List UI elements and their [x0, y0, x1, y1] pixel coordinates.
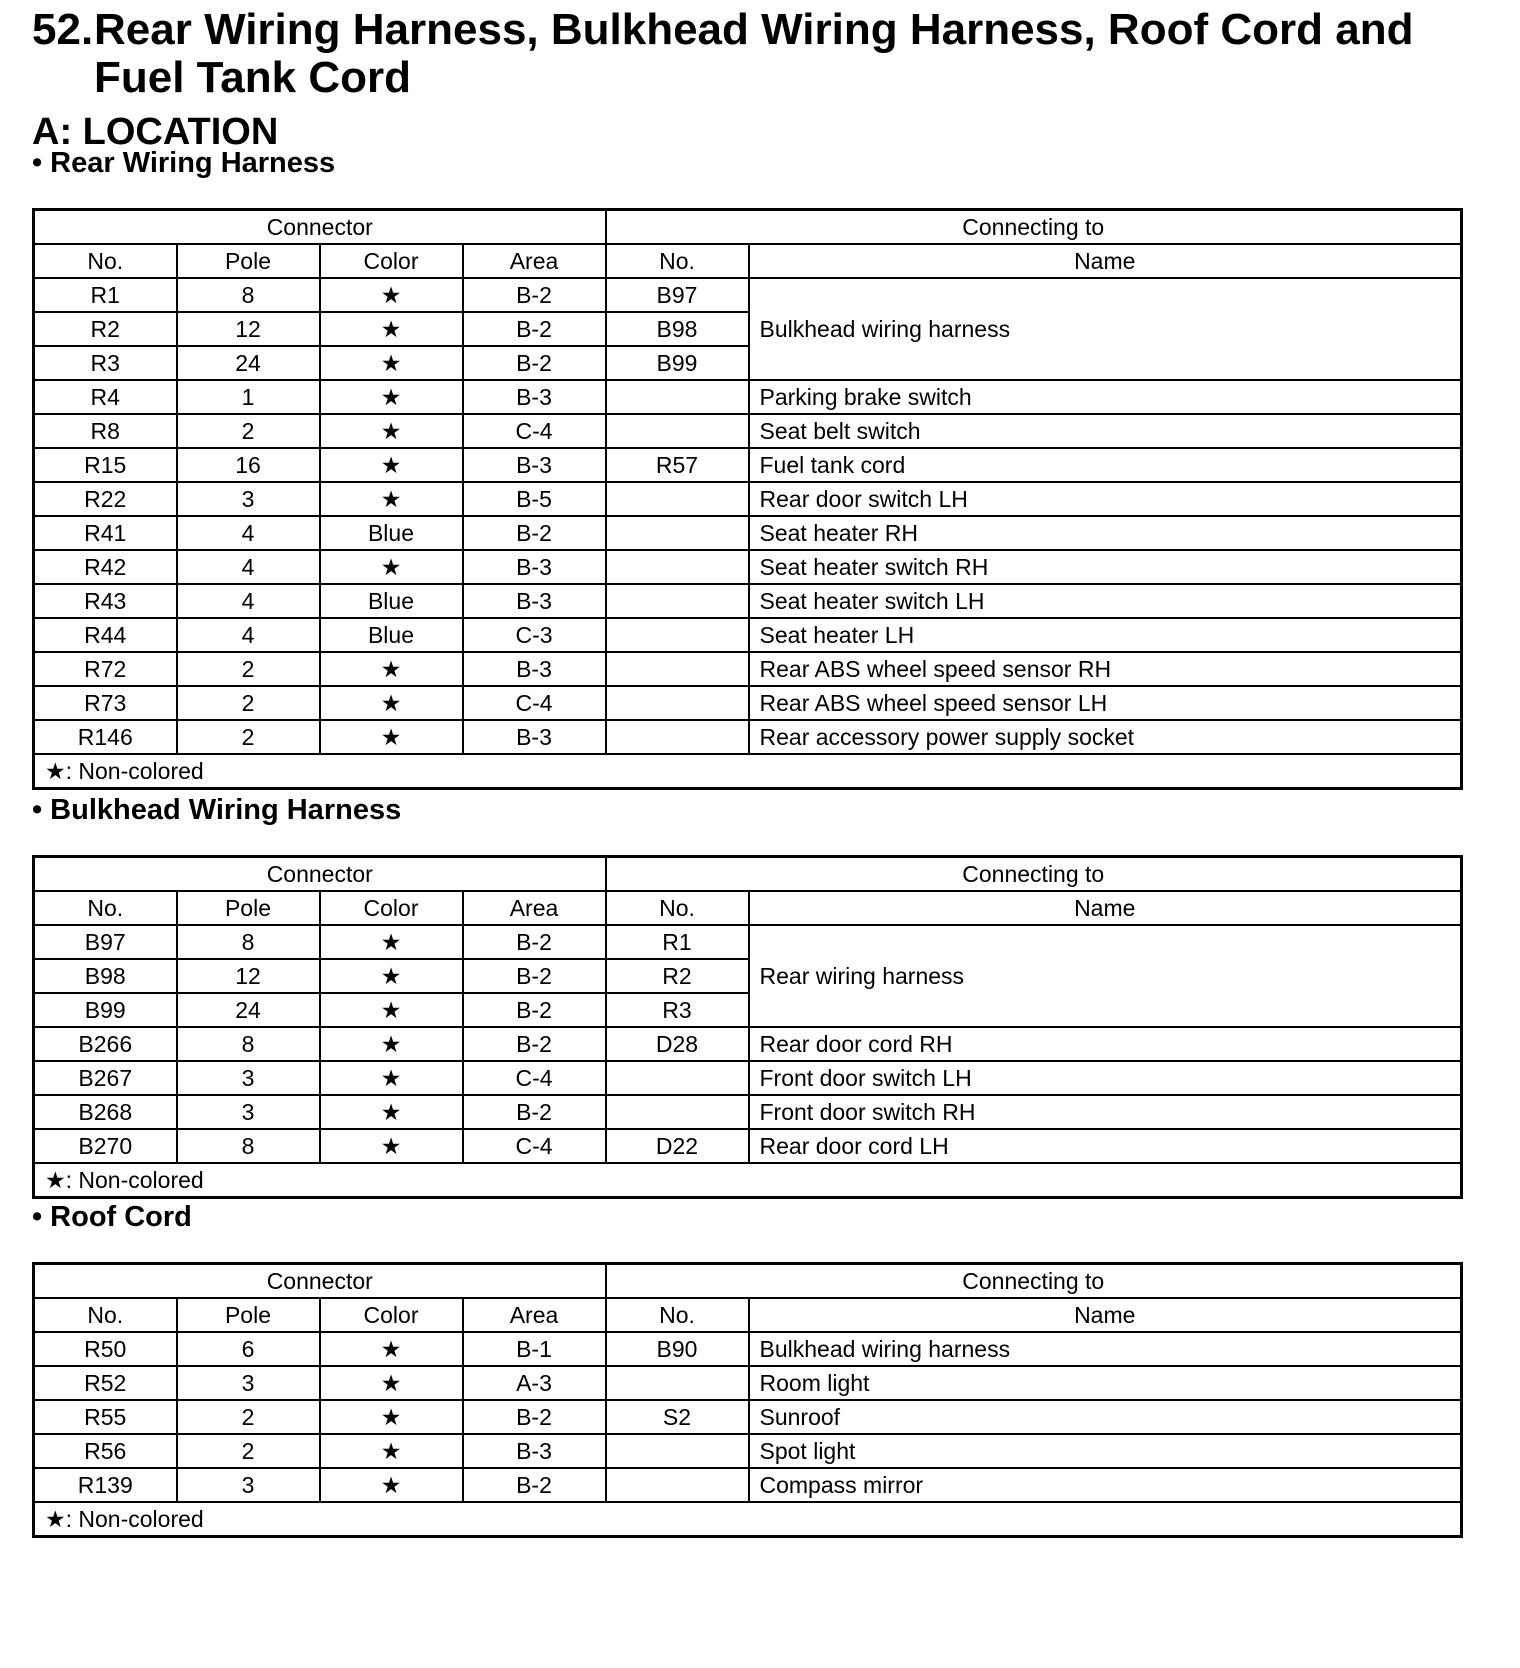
cell-no: R43	[34, 584, 177, 618]
cell-name: Seat heater RH	[749, 516, 1462, 550]
cell-area: B-2	[463, 312, 606, 346]
cell-connecting-no	[606, 380, 749, 414]
cell-no: R50	[34, 1332, 177, 1366]
cell-no: R42	[34, 550, 177, 584]
bullet-icon: •	[32, 794, 43, 826]
cell-name: Bulkhead wiring harness	[749, 1332, 1462, 1366]
footnote-row	[34, 1163, 1462, 1198]
cell-pole: 8	[177, 278, 320, 312]
footnote-non-colored: ★: Non-colored	[34, 1163, 1462, 1198]
section-heading-text: Bulkhead Wiring Harness	[50, 794, 402, 826]
table-row	[34, 1400, 1462, 1434]
cell-name: Rear door cord RH	[749, 1027, 1462, 1061]
cell-area: C-4	[463, 686, 606, 720]
header-connecting-to: Connecting to	[606, 210, 1462, 245]
cell-name: Fuel tank cord	[749, 448, 1462, 482]
cell-connecting-no	[606, 1061, 749, 1095]
footnote-non-colored: ★: Non-colored	[34, 1502, 1462, 1537]
cell-pole: 8	[177, 1027, 320, 1061]
bullet-icon: •	[32, 1201, 43, 1233]
cell-pole: 3	[177, 1095, 320, 1129]
cell-no: B267	[34, 1061, 177, 1095]
cell-no: R15	[34, 448, 177, 482]
cell-area: B-2	[463, 993, 606, 1027]
cell-connecting-no	[606, 1468, 749, 1502]
cell-color: ★	[320, 346, 463, 380]
cell-connecting-no	[606, 414, 749, 448]
cell-no: B270	[34, 1129, 177, 1163]
cell-connecting-no	[606, 550, 749, 584]
cell-no: B98	[34, 959, 177, 993]
cell-pole: 16	[177, 448, 320, 482]
table-row	[34, 1129, 1462, 1163]
cell-no: R22	[34, 482, 177, 516]
cell-area: B-3	[463, 1434, 606, 1468]
cell-area: B-2	[463, 516, 606, 550]
cell-no: B99	[34, 993, 177, 1027]
table-row	[34, 1061, 1462, 1095]
cell-name: Front door switch RH	[749, 1095, 1462, 1129]
cell-pole: 3	[177, 482, 320, 516]
cell-area: B-3	[463, 584, 606, 618]
cell-no: R44	[34, 618, 177, 652]
cell-area: C-4	[463, 414, 606, 448]
cell-area: C-4	[463, 1061, 606, 1095]
cell-no: R41	[34, 516, 177, 550]
cell-pole: 2	[177, 1434, 320, 1468]
cell-pole: 8	[177, 925, 320, 959]
table-bulkhead-wiring-harness	[32, 855, 1463, 1199]
cell-area: A-3	[463, 1366, 606, 1400]
table-row	[34, 380, 1462, 414]
header-color: Color	[320, 1298, 463, 1332]
cell-pole: 3	[177, 1061, 320, 1095]
cell-color: ★	[320, 1434, 463, 1468]
cell-name: Seat heater LH	[749, 618, 1462, 652]
cell-pole: 12	[177, 959, 320, 993]
cell-area: C-4	[463, 1129, 606, 1163]
cell-area: C-3	[463, 618, 606, 652]
header-no: No.	[34, 891, 177, 925]
cell-pole: 12	[177, 312, 320, 346]
cell-no: R139	[34, 1468, 177, 1502]
header-name: Name	[749, 891, 1462, 925]
table-row	[34, 720, 1462, 754]
cell-pole: 24	[177, 346, 320, 380]
footnote-row	[34, 754, 1462, 789]
cell-color: ★	[320, 993, 463, 1027]
header-row-columns	[34, 891, 1462, 925]
header-pole: Pole	[177, 891, 320, 925]
table-row	[34, 618, 1462, 652]
cell-area: B-2	[463, 1468, 606, 1502]
cell-connecting-no: R2	[606, 959, 749, 993]
cell-color: ★	[320, 414, 463, 448]
cell-no: R8	[34, 414, 177, 448]
cell-color: ★	[320, 925, 463, 959]
cell-color: ★	[320, 312, 463, 346]
cell-connecting-no: B90	[606, 1332, 749, 1366]
table-row	[34, 925, 1462, 959]
cell-color: ★	[320, 1027, 463, 1061]
cell-color: Blue	[320, 618, 463, 652]
cell-no: R52	[34, 1366, 177, 1400]
cell-no: R1	[34, 278, 177, 312]
cell-color: ★	[320, 959, 463, 993]
cell-pole: 2	[177, 1400, 320, 1434]
header-connector: Connector	[34, 1264, 606, 1299]
header-area: Area	[463, 244, 606, 278]
table-rear-wiring-harness	[32, 208, 1463, 790]
cell-color: ★	[320, 380, 463, 414]
header-name: Name	[749, 244, 1462, 278]
cell-no: R72	[34, 652, 177, 686]
cell-no: R56	[34, 1434, 177, 1468]
cell-no: B268	[34, 1095, 177, 1129]
section-heading-roof-cord	[32, 1200, 192, 1234]
table-roof-cord	[32, 1262, 1463, 1538]
cell-connecting-no: D28	[606, 1027, 749, 1061]
table-row	[34, 584, 1462, 618]
table-row	[34, 686, 1462, 720]
cell-area: B-2	[463, 278, 606, 312]
cell-no: R2	[34, 312, 177, 346]
cell-connecting-no: B98	[606, 312, 749, 346]
header-row-columns	[34, 1298, 1462, 1332]
cell-area: B-2	[463, 1400, 606, 1434]
cell-pole: 2	[177, 720, 320, 754]
header-no: No.	[34, 244, 177, 278]
header-row-group	[34, 1264, 1462, 1299]
cell-color: Blue	[320, 584, 463, 618]
header-area: Area	[463, 891, 606, 925]
cell-name: Seat heater switch LH	[749, 584, 1462, 618]
cell-color: ★	[320, 1332, 463, 1366]
page-title	[32, 6, 1472, 102]
table-row	[34, 1027, 1462, 1061]
table-row	[34, 1468, 1462, 1502]
cell-name: Sunroof	[749, 1400, 1462, 1434]
cell-pole: 4	[177, 618, 320, 652]
cell-connecting-no	[606, 686, 749, 720]
cell-name: Room light	[749, 1366, 1462, 1400]
cell-name: Compass mirror	[749, 1468, 1462, 1502]
header-connector: Connector	[34, 857, 606, 892]
table-row	[34, 516, 1462, 550]
cell-no: R4	[34, 380, 177, 414]
cell-color: Blue	[320, 516, 463, 550]
cell-name: Rear accessory power supply socket	[749, 720, 1462, 754]
cell-connecting-no	[606, 720, 749, 754]
cell-color: ★	[320, 686, 463, 720]
cell-color: ★	[320, 1468, 463, 1502]
header-row-group	[34, 857, 1462, 892]
header-connecting-no: No.	[606, 244, 749, 278]
table-row	[34, 448, 1462, 482]
section-heading-rear-wiring-harness	[32, 146, 335, 180]
cell-area: B-5	[463, 482, 606, 516]
table-row	[34, 652, 1462, 686]
section-heading-text: Roof Cord	[50, 1201, 192, 1233]
header-row-group	[34, 210, 1462, 245]
cell-pole: 24	[177, 993, 320, 1027]
cell-pole: 3	[177, 1468, 320, 1502]
header-row-columns	[34, 244, 1462, 278]
header-color: Color	[320, 891, 463, 925]
cell-color: ★	[320, 1129, 463, 1163]
cell-pole: 6	[177, 1332, 320, 1366]
table-row	[34, 414, 1462, 448]
cell-connecting-no: R1	[606, 925, 749, 959]
cell-color: ★	[320, 550, 463, 584]
cell-connecting-no: R57	[606, 448, 749, 482]
cell-color: ★	[320, 482, 463, 516]
cell-connecting-no: B99	[606, 346, 749, 380]
cell-pole: 4	[177, 584, 320, 618]
table-row	[34, 1366, 1462, 1400]
cell-connecting-no	[606, 618, 749, 652]
cell-area: B-3	[463, 448, 606, 482]
header-connecting-to: Connecting to	[606, 857, 1462, 892]
header-area: Area	[463, 1298, 606, 1332]
cell-name: Rear door switch LH	[749, 482, 1462, 516]
cell-area: B-3	[463, 720, 606, 754]
table-row	[34, 550, 1462, 584]
header-pole: Pole	[177, 244, 320, 278]
bullet-icon: •	[32, 147, 43, 179]
cell-area: B-2	[463, 346, 606, 380]
cell-no: R55	[34, 1400, 177, 1434]
cell-pole: 1	[177, 380, 320, 414]
cell-connecting-no	[606, 1366, 749, 1400]
cell-color: ★	[320, 720, 463, 754]
cell-color: ★	[320, 1400, 463, 1434]
table-row	[34, 482, 1462, 516]
header-no: No.	[34, 1298, 177, 1332]
cell-connecting-no: R3	[606, 993, 749, 1027]
cell-color: ★	[320, 652, 463, 686]
cell-name: Front door switch LH	[749, 1061, 1462, 1095]
cell-name: Bulkhead wiring harness	[749, 278, 1462, 380]
cell-area: B-3	[463, 380, 606, 414]
cell-name: Rear wiring harness	[749, 925, 1462, 1027]
cell-connecting-no	[606, 1434, 749, 1468]
cell-name: Rear ABS wheel speed sensor LH	[749, 686, 1462, 720]
cell-area: B-1	[463, 1332, 606, 1366]
header-name: Name	[749, 1298, 1462, 1332]
cell-connecting-no: S2	[606, 1400, 749, 1434]
section-subtitle: A: LOCATION	[32, 111, 279, 153]
cell-color: ★	[320, 448, 463, 482]
cell-area: B-2	[463, 959, 606, 993]
section-heading-text: Rear Wiring Harness	[50, 147, 336, 179]
cell-connecting-no	[606, 1095, 749, 1129]
header-connecting-no: No.	[606, 891, 749, 925]
title-line-2: Fuel Tank Cord	[94, 53, 411, 102]
table-row	[34, 278, 1462, 312]
cell-area: B-3	[463, 550, 606, 584]
cell-pole: 2	[177, 414, 320, 448]
table-row	[34, 1434, 1462, 1468]
cell-no: B97	[34, 925, 177, 959]
cell-pole: 2	[177, 652, 320, 686]
cell-color: ★	[320, 278, 463, 312]
cell-connecting-no: B97	[606, 278, 749, 312]
cell-pole: 4	[177, 550, 320, 584]
cell-connecting-no	[606, 516, 749, 550]
cell-no: R3	[34, 346, 177, 380]
cell-name: Spot light	[749, 1434, 1462, 1468]
section-heading-bulkhead-wiring-harness	[32, 793, 401, 827]
cell-pole: 2	[177, 686, 320, 720]
cell-pole: 3	[177, 1366, 320, 1400]
cell-color: ★	[320, 1061, 463, 1095]
cell-no: R73	[34, 686, 177, 720]
header-connector: Connector	[34, 210, 606, 245]
cell-color: ★	[320, 1095, 463, 1129]
cell-connecting-no	[606, 482, 749, 516]
title-number: 52.	[32, 5, 94, 54]
cell-no: R146	[34, 720, 177, 754]
header-pole: Pole	[177, 1298, 320, 1332]
table-row	[34, 1095, 1462, 1129]
table-row	[34, 1332, 1462, 1366]
cell-color: ★	[320, 1366, 463, 1400]
header-color: Color	[320, 244, 463, 278]
cell-area: B-3	[463, 652, 606, 686]
title-line-1: Rear Wiring Harness, Bulkhead Wiring Harness, Roof Cord and	[94, 5, 1414, 54]
footnote-non-colored: ★: Non-colored	[34, 754, 1462, 789]
header-connecting-to: Connecting to	[606, 1264, 1462, 1299]
cell-pole: 4	[177, 516, 320, 550]
cell-pole: 8	[177, 1129, 320, 1163]
cell-connecting-no	[606, 584, 749, 618]
cell-name: Rear ABS wheel speed sensor RH	[749, 652, 1462, 686]
cell-area: B-2	[463, 1095, 606, 1129]
cell-area: B-2	[463, 1027, 606, 1061]
cell-name: Seat heater switch RH	[749, 550, 1462, 584]
cell-connecting-no	[606, 652, 749, 686]
cell-name: Rear door cord LH	[749, 1129, 1462, 1163]
cell-name: Seat belt switch	[749, 414, 1462, 448]
cell-name: Parking brake switch	[749, 380, 1462, 414]
cell-area: B-2	[463, 925, 606, 959]
footnote-row	[34, 1502, 1462, 1537]
header-connecting-no: No.	[606, 1298, 749, 1332]
cell-connecting-no: D22	[606, 1129, 749, 1163]
cell-no: B266	[34, 1027, 177, 1061]
